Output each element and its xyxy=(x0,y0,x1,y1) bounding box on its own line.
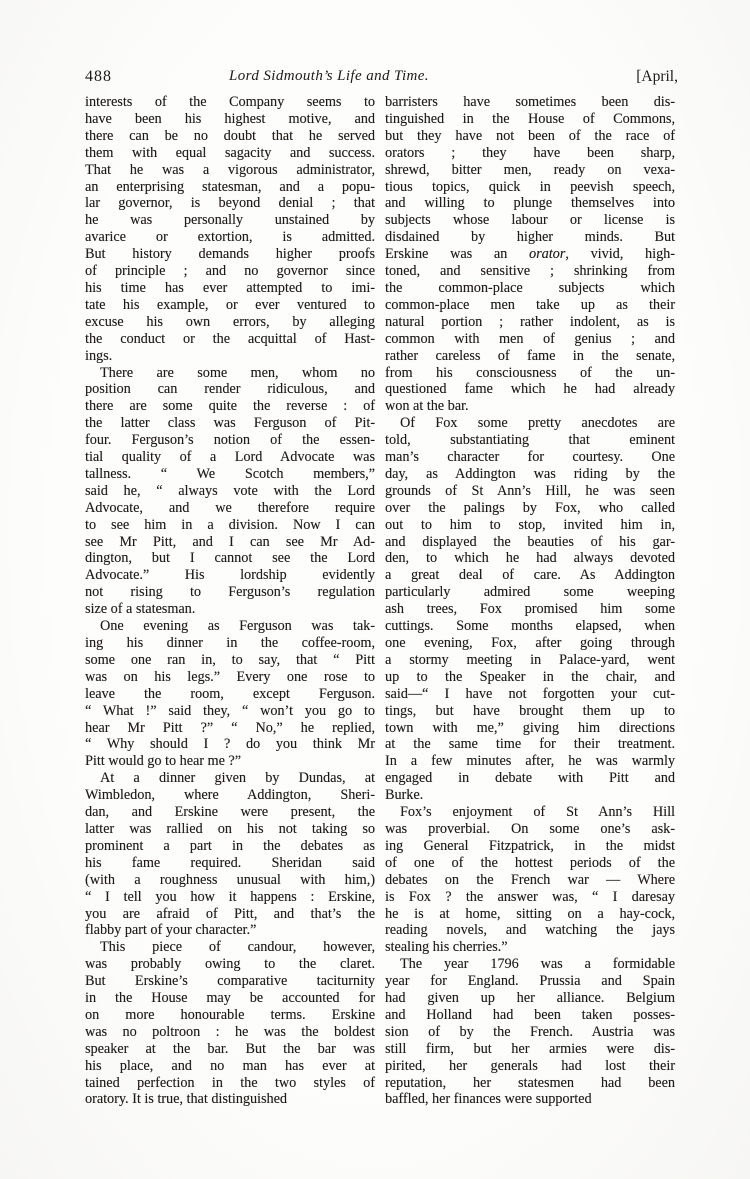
text-line: four. Ferguson’s notion of the essen- xyxy=(85,432,375,449)
text-line: barristers have sometimes been dis- xyxy=(385,94,675,110)
text-line: disdained by higher minds. But xyxy=(385,229,675,246)
running-header xyxy=(85,68,678,90)
text-line: oratory. It is true, that distinguished xyxy=(85,1091,288,1108)
text-line: won at the bar. xyxy=(385,398,469,415)
text-line: prominent a part in the debates as xyxy=(85,837,375,854)
text-line: had given up her alliance. Belgium xyxy=(385,990,675,1007)
text-line: said—“ I have not forgotten your cut- xyxy=(385,685,675,702)
text-line: Fox’s enjoyment of St Ann’s Hill xyxy=(400,804,675,821)
text-line: one evening, Fox, after going through xyxy=(385,635,675,651)
text-line: tial quality of a Lord Advocate was xyxy=(85,449,375,466)
paragraph xyxy=(385,415,675,804)
left-column xyxy=(85,94,375,1108)
text-line: a great deal of care. As Addington xyxy=(385,567,675,584)
running-title: Lord Sidmouth’s Life and Time. xyxy=(229,68,429,84)
text-line: was proverbial. On some one’s ask- xyxy=(385,820,675,837)
text-line: them with equal sagacity and success. xyxy=(85,144,375,161)
text-line: town with me,” giving him directions xyxy=(385,719,675,736)
text-line: was on his legs.” Every one rose to xyxy=(85,668,375,685)
text-line: Advocate, and we therefore require xyxy=(85,499,375,516)
text-line: in the House may be accounted for xyxy=(85,990,375,1007)
text-line: dan, and Erskine were present, the xyxy=(85,804,375,821)
text-line: out to him to stop, invited him in, xyxy=(385,516,675,533)
text-line: have been his highest motive, and xyxy=(85,110,375,127)
text-line: baffled, her finances were supported xyxy=(385,1091,592,1108)
text-line: Erskine was an orator, vivid, high- xyxy=(385,246,675,263)
text-line: his place, and no man has ever at xyxy=(85,1057,375,1074)
text-line: but they have not been of the race of xyxy=(385,127,675,144)
text-line: reputation, her statesmen had been xyxy=(385,1074,675,1091)
text-line: stealing his cherries.” xyxy=(385,939,508,956)
paragraph xyxy=(85,770,375,939)
text-line: “ Why should I ? do you think Mr xyxy=(85,736,375,753)
text-line: pirited, her generals had lost their xyxy=(385,1057,675,1074)
text-line: ings. xyxy=(85,347,113,364)
text-line: from his consciousness of the un- xyxy=(385,364,675,381)
text-line: One evening as Ferguson was tak- xyxy=(100,618,375,635)
text-line: sion of by the French. Austria was xyxy=(385,1023,675,1040)
text-line: engaged in debate with Pitt and xyxy=(385,770,675,787)
text-line: his time has ever attempted to imi- xyxy=(85,279,375,296)
text-line: hear Mr Pitt ?” “ No,” he replied, xyxy=(85,719,375,736)
text-line: speaker at the bar. But the bar was xyxy=(85,1040,375,1057)
issue-date: [April, xyxy=(636,68,678,85)
text-line: the conduct or the acquittal of Hast- xyxy=(85,330,375,347)
text-line: questioned fame which he had already xyxy=(385,381,675,398)
text-line: he is at home, sitting on a hay-cock, xyxy=(385,905,675,922)
text-line: there are some quite the reverse : of xyxy=(85,398,375,415)
text-line: Of Fox some pretty anecdotes are xyxy=(400,415,675,432)
text-line: There are some men, whom no xyxy=(100,364,375,381)
text-line: particularly admired some weeping xyxy=(385,584,675,601)
text-line: tings, but have brought them up to xyxy=(385,702,675,719)
text-line: a stormy meeting in Palace-yard, went xyxy=(385,651,675,668)
text-line: interests of the Company seems to xyxy=(85,94,375,110)
text-line: was probably owing to the claret. xyxy=(85,956,375,973)
paragraph xyxy=(85,939,375,1108)
text-line: flabby part of your character.” xyxy=(85,922,257,939)
text-line: toned, and sensitive ; shrinking from xyxy=(385,263,675,280)
text-line: at the same time for their treatment. xyxy=(385,736,675,753)
text-line: told, substantiating that eminent xyxy=(385,432,675,449)
text-line: avarice or extortion, is admitted. xyxy=(85,229,375,246)
text-line: But history demands higher proofs xyxy=(85,246,375,263)
text-line: excuse his own errors, by alleging xyxy=(85,313,375,330)
text-line: The year 1796 was a formidable xyxy=(400,956,675,973)
text-line: position can render ridiculous, and xyxy=(85,381,375,398)
text-line: lar governor, is beyond denial ; that xyxy=(85,195,375,212)
text-line: and displayed the beauties of his gar- xyxy=(385,533,675,550)
text-line: debates on the French war — Where xyxy=(385,871,675,888)
text-columns xyxy=(85,94,675,1108)
text-line: This piece of candour, however, xyxy=(100,939,375,956)
text-line: Pitt would go to hear me ?” xyxy=(85,753,242,770)
text-line: den, to which he had always devoted xyxy=(385,550,675,567)
text-line: his fame required. Sheridan said xyxy=(85,854,375,871)
text-line: cuttings. Some months elapsed, when xyxy=(385,618,675,635)
text-line: on more honourable terms. Erskine xyxy=(85,1006,375,1023)
text-line: over the palings by Fox, who called xyxy=(385,499,675,516)
text-line: “ I tell you how it happens : Erskine, xyxy=(85,888,375,905)
text-line: the common-place subjects which xyxy=(385,279,675,296)
text-line: common with men of genius ; and xyxy=(385,330,675,347)
text-line: subjects whose labour or license is xyxy=(385,212,675,229)
text-line: Advocate.” His lordship evidently xyxy=(85,567,375,584)
text-line: to see him in a division. Now I can xyxy=(85,516,375,533)
text-line: the latter class was Ferguson of Pit- xyxy=(85,415,375,432)
text-line: dington, but I cannot see the Lord xyxy=(85,550,375,567)
text-line: reading novels, and watching the jays xyxy=(385,922,675,939)
text-line: rather careless of fame in the senate, xyxy=(385,347,675,364)
text-line: natural portion ; rather indolent, as is xyxy=(385,313,675,330)
text-line: orators ; they have been sharp, xyxy=(385,144,675,161)
text-line: not rising to Ferguson’s regulation xyxy=(85,584,375,601)
text-line: latter was rallied on his not taking so xyxy=(85,820,375,837)
text-line: Burke. xyxy=(385,787,424,804)
text-line: of principle ; and no governor since xyxy=(85,263,375,280)
text-line: some one ran in, to say, that “ Pitt xyxy=(85,651,375,668)
text-line: ing General Fitzpatrick, in the midst xyxy=(385,837,675,854)
text-line: you are afraid of Pitt, and that’s the xyxy=(85,905,375,922)
paragraph xyxy=(385,804,675,956)
text-line: But Erskine’s comparative taciturnity xyxy=(85,973,375,990)
text-line: Wimbledon, where Addington, Sheri- xyxy=(85,787,375,804)
text-line: size of a statesman. xyxy=(85,601,196,618)
paragraph xyxy=(385,956,675,1108)
paragraph xyxy=(85,618,375,770)
text-line: (with a roughness unusual with him,) xyxy=(85,871,375,888)
text-line: was no poltroon : he was the boldest xyxy=(85,1023,375,1040)
text-line: tallness. “ We Scotch members,” xyxy=(85,465,375,482)
text-line: ash trees, Fox promised him some xyxy=(385,601,675,618)
paragraph xyxy=(85,365,375,619)
page-number: 488 xyxy=(85,68,112,85)
text-line: of one of the hottest periods of the xyxy=(385,854,675,871)
paragraph xyxy=(85,94,375,365)
text-line: still firm, but her armies were dis- xyxy=(385,1040,675,1057)
text-line: In a few minutes after, he was warmly xyxy=(385,753,675,770)
paragraph xyxy=(385,94,675,415)
text-line: grounds of St Ann’s Hill, he was seen xyxy=(385,482,675,499)
text-line: tate his example, or ever ventured to xyxy=(85,296,375,313)
text-line: and willing to plunge themselves into xyxy=(385,195,675,212)
right-column xyxy=(385,94,675,1108)
text-line: shrewd, bitter men, ready on vexa- xyxy=(385,161,675,178)
text-line: tained perfection in the two styles of xyxy=(85,1074,375,1091)
text-line: said he, “ always vote with the Lord xyxy=(85,482,375,499)
text-line: man’s character for courtesy. One xyxy=(385,449,675,466)
text-line: “ What !” said they, “ won’t you go to xyxy=(85,702,375,719)
text-line: common-place men take up as their xyxy=(385,296,675,313)
text-line: see Mr Pitt, and I can see Mr Ad- xyxy=(85,533,375,550)
text-line: ing his dinner in the coffee-room, xyxy=(85,635,375,651)
text-line: day, as Addington was riding by the xyxy=(385,465,675,482)
text-line: year for England. Prussia and Spain xyxy=(385,973,675,990)
text-line: leave the room, except Ferguson. xyxy=(85,685,375,702)
text-line: an enterprising statesman, and a popu- xyxy=(85,178,375,195)
text-line: That he was a vigorous administrator, xyxy=(85,161,375,178)
text-line: and Holland had been taken posses- xyxy=(385,1006,675,1023)
text-line: is Fox ? the answer was, “ I daresay xyxy=(385,888,675,905)
text-line: tinguished in the House of Commons, xyxy=(385,110,675,127)
text-line: tious topics, quick in peevish speech, xyxy=(385,178,675,195)
text-line: there can be no doubt that he served xyxy=(85,127,375,144)
text-line: up to the Speaker in the chair, and xyxy=(385,668,675,685)
text-line: he was personally unstained by xyxy=(85,212,375,229)
text-line: At a dinner given by Dundas, at xyxy=(100,770,375,787)
